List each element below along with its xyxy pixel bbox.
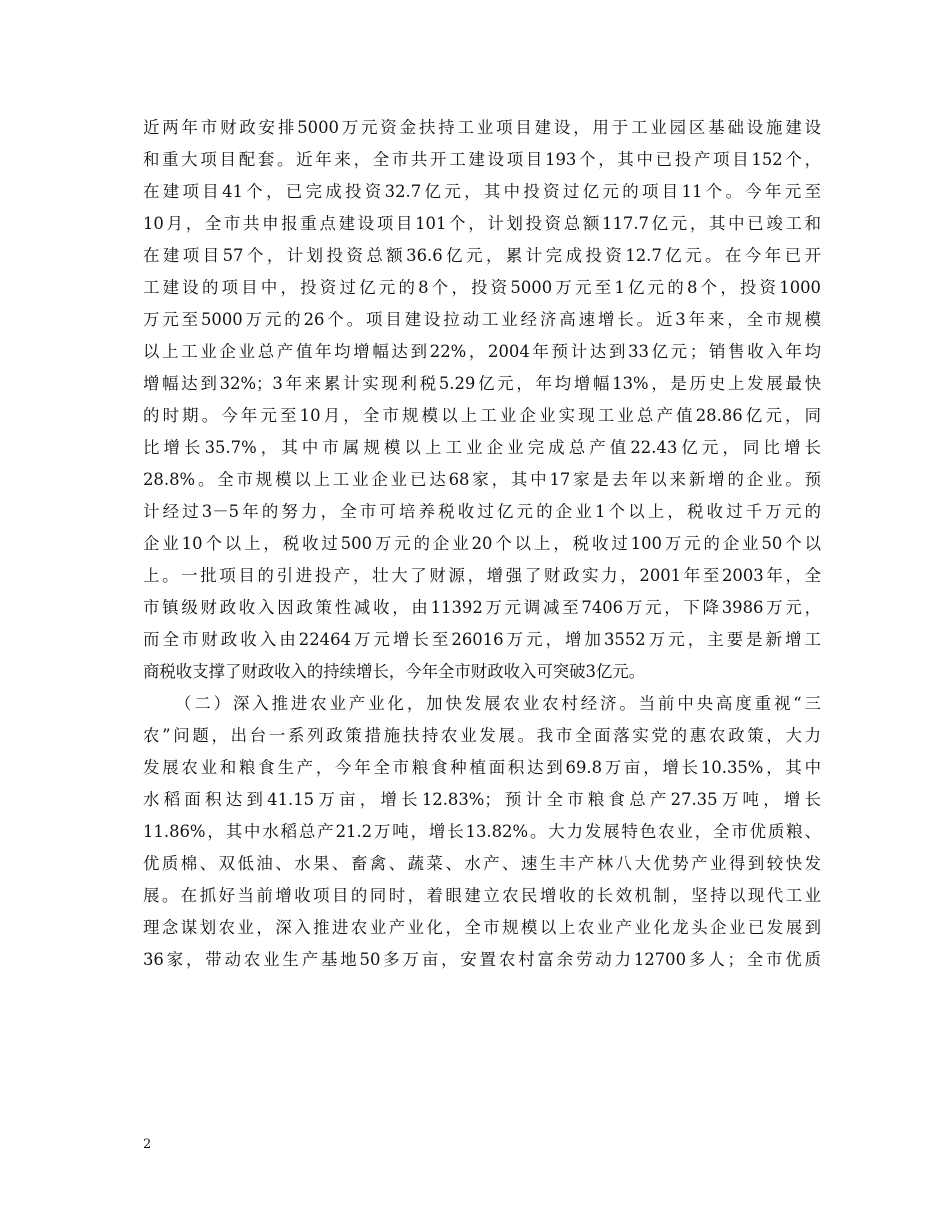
- paragraph: [143, 112, 821, 688]
- text-line: 万元至5000万元的26个。项目建设拉动工业经济高速增长。近3年来，全市规模: [143, 310, 821, 329]
- text-line: 比增长35.7%，其中市属规模以上工业企业完成总产值22.43亿元，同比增长: [143, 438, 821, 457]
- text-line: 近两年市财政安排5000万元资金扶持工业项目建设，用于工业园区基础设施建设: [143, 118, 821, 137]
- text-line: 的时期。今年元至10月，全市规模以上工业企业实现工业总产值28.86亿元，同: [143, 406, 821, 425]
- text-line: 水稻面积达到41.15万亩，增长12.83%；预计全市粮食总产27.35万吨，增长: [143, 790, 821, 809]
- text-line: 市镇级财政收入因政策性减收，由11392万元调减至7406万元，下降3986万元，: [143, 598, 821, 617]
- text-line: 工建设的项目中，投资过亿元的8个，投资5000万元至1亿元的8个，投资1000: [143, 278, 821, 297]
- text-line: 增幅达到32%；3年来累计实现利税5.29亿元，年均增幅13%，是历史上发展最快: [143, 374, 821, 393]
- text-line: 优质棉、双低油、水果、畜禽、蔬菜、水产、速生丰产林八大优势产业得到较快发: [143, 854, 821, 873]
- text-line: 在建项目41个，已完成投资32.7亿元，其中投资过亿元的项目11个。今年元至: [143, 182, 821, 201]
- text-line: 商税收支撑了财政收入的持续增长，今年全市财政收入可突破3亿元。: [143, 662, 646, 681]
- paragraph: [143, 688, 821, 976]
- text-line: （二）深入推进农业产业化，加快发展农业农村经济。当前中央高度重视“三: [175, 694, 821, 713]
- text-line: 发展农业和粮食生产，今年全市粮食种植面积达到69.8万亩，增长10.35%，其中: [143, 758, 821, 777]
- text-line: 11.86%，其中水稻总产21.2万吨，增长13.82%。大力发展特色农业，全市优质粮、: [143, 822, 821, 841]
- text-line: 在建项目57个，计划投资总额36.6亿元，累计完成投资12.7亿元。在今年已开: [143, 246, 821, 265]
- text-line: 10月，全市共申报重点建设项目101个，计划投资总额117.7亿元，其中已竣工和: [143, 214, 821, 233]
- text-line: 计经过3－5年的努力，全市可培养税收过亿元的企业1个以上，税收过千万元的: [143, 502, 821, 521]
- text-line: 而全市财政收入由22464万元增长至26016万元，增加3552万元，主要是新增工: [143, 630, 821, 649]
- text-line: 农”问题，出台一系列政策措施扶持农业发展。我市全面落实党的惠农政策，大力: [143, 726, 821, 745]
- text-line: 展。在抓好当前增收项目的同时，着眼建立农民增收的长效机制，坚持以现代工业: [143, 886, 821, 905]
- text-line: 理念谋划农业，深入推进农业产业化，全市规模以上农业产业化龙头企业已发展到: [143, 918, 821, 937]
- text-line: 28.8%。全市规模以上工业企业已达68家，其中17家是去年以来新增的企业。预: [143, 470, 821, 489]
- body-text: [143, 112, 821, 976]
- page-number: 2: [143, 1137, 152, 1152]
- text-line: 36家，带动农业生产基地50多万亩，安置农村富余劳动力12700多人；全市优质: [143, 950, 821, 969]
- text-line: 企业10个以上，税收过500万元的企业20个以上，税收过100万元的企业50个以: [143, 534, 821, 553]
- text-line: 和重大项目配套。近年来，全市共开工建设项目193个，其中已投产项目152个，: [143, 150, 821, 169]
- text-line: 以上工业企业总产值年均增幅达到22%，2004年预计达到33亿元；销售收入年均: [143, 342, 821, 361]
- text-line: 上。一批项目的引进投产，壮大了财源，增强了财政实力，2001年至2003年，全: [143, 566, 821, 585]
